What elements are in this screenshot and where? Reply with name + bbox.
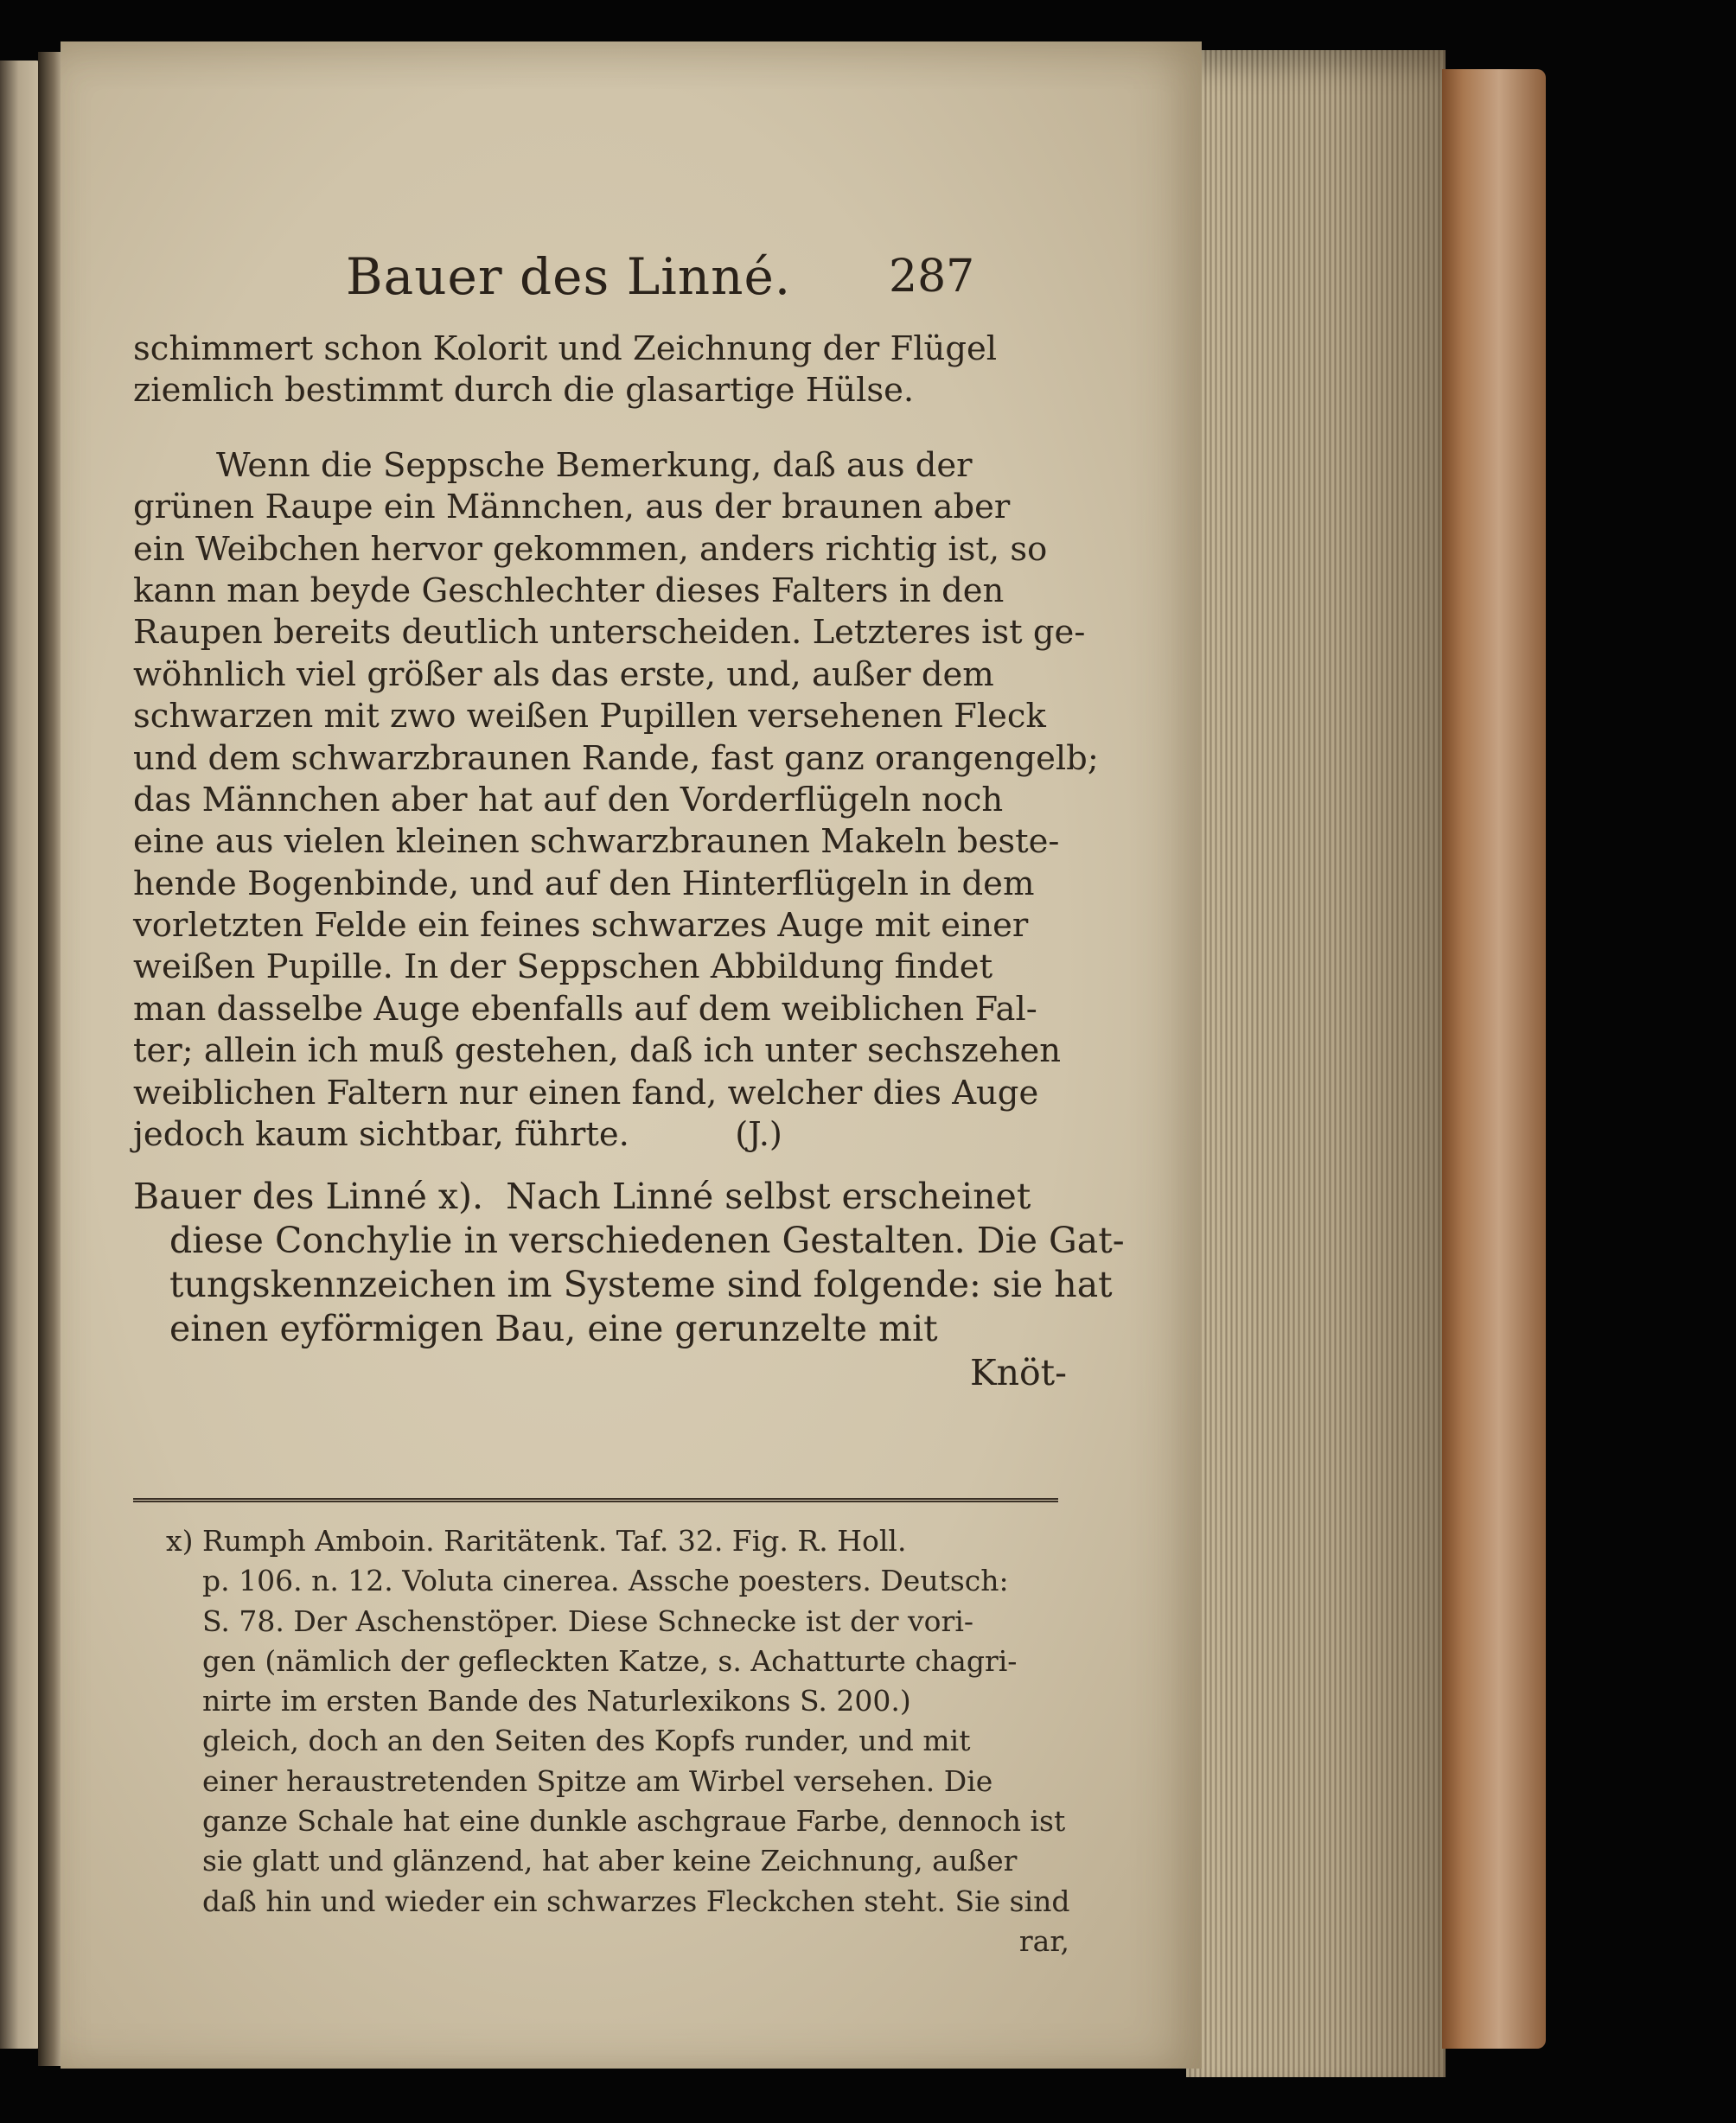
book-cover-edge (1442, 69, 1546, 2049)
text-line: schimmert schon Kolorit und Zeichnung der Flügel (133, 329, 998, 368)
footnote-line: gen (nämlich der gefleckten Katze, s. Achatturte chagri- (202, 1643, 1018, 1678)
paragraph-3 (133, 1175, 1125, 1395)
text-line: schwarzen mit zwo weißen Pupillen versehenen Fleck (133, 697, 1046, 736)
text-line: Bauer des Linné x). Nach Linné selbst erscheinet (133, 1176, 1031, 1218)
footnote-rule (133, 1498, 1058, 1502)
text-line: das Männchen aber hat auf den Vorderflügeln noch (133, 780, 1004, 819)
text-line: jedoch kaum sichtbar, führte. (J.) (133, 1115, 782, 1155)
running-head: Bauer des Linné. (346, 247, 792, 306)
footnote-line: S. 78. Der Aschenstöper. Diese Schnecke ist der vori- (202, 1603, 974, 1638)
paragraph-1 (133, 328, 1067, 412)
left-page-edge (0, 61, 41, 2049)
footnote-line: x) Rumph Amboin. Raritätenk. Taf. 32. Fig. R. Holl. (166, 1524, 907, 1558)
footnote-line: ganze Schale hat eine dunkle aschgraue Farbe, dennoch ist (202, 1804, 1066, 1839)
footnote-line: einer heraustretenden Spitze am Wirbel versehen. Die (202, 1763, 993, 1798)
text-line: ziemlich bestimmt durch die glasartige Hülse. (133, 371, 915, 411)
footnote-line: p. 106. n. 12. Voluta cinerea. Assche poesters. Deutsch: (202, 1564, 1009, 1598)
text-line: diese Conchylie in verschiedenen Gestalten. Die Gat- (169, 1220, 1125, 1262)
text-line: wöhnlich viel größer als das erste, und, außer dem (133, 654, 994, 694)
text-line: man dasselbe Auge ebenfalls auf dem weiblichen Fal- (133, 989, 1037, 1029)
footnote-line: gleich, doch an den Seiten des Kopfs runder, und mit (202, 1724, 971, 1758)
text-line: weißen Pupille. In der Seppschen Abbildung findet (133, 947, 993, 987)
text-line: ein Weibchen hervor gekommen, anders richtig ist, so (133, 529, 1048, 569)
text-line: einen eyförmigen Bau, eine gerunzelte mit (169, 1308, 938, 1350)
footnote-line: nirte im ersten Bande des Naturlexikons S. 200.) (202, 1684, 911, 1718)
page-edges-shadow (1186, 50, 1446, 2077)
paragraph-2 (133, 445, 1099, 1157)
text-line: tungskennzeichen im Systeme sind folgende: sie hat (169, 1264, 1113, 1306)
text-line: hende Bogenbinde, und auf den Hinterflügeln in dem (133, 864, 1035, 903)
footnote (166, 1521, 1069, 1961)
page (61, 41, 1202, 2069)
text-line: grünen Raupe ein Männchen, aus der braunen aber (133, 488, 1011, 527)
page-number: 287 (889, 251, 975, 303)
text-line: Raupen bereits deutlich unterscheiden. Letzteres ist ge- (133, 613, 1086, 653)
text-line: ter; allein ich muß gestehen, daß ich unter sechszehen (133, 1031, 1062, 1071)
text-line: Wenn die Seppsche Bemerkung, daß aus der (216, 445, 973, 485)
text-line: und dem schwarzbraunen Rande, fast ganz orangengelb; (133, 738, 1099, 778)
text-line: weiblichen Faltern nur einen fand, welcher dies Auge (133, 1073, 1039, 1113)
text-line: vorletzten Felde ein feines schwarzes Auge mit einer (133, 906, 1029, 946)
footnote-line: sie glatt und glänzend, hat aber keine Zeichnung, außer (202, 1844, 1018, 1878)
body-text (133, 328, 1125, 1395)
footnote-line: daß hin und wieder ein schwarzes Fleckchen steht. Sie sind (202, 1884, 1070, 1918)
text-line: kann man beyde Geschlechter dieses Falters in den (133, 571, 1005, 610)
text-line: eine aus vielen kleinen schwarzbraunen Makeln beste- (133, 822, 1060, 862)
catchword: Knöt- (969, 1352, 1067, 1394)
footnote-catchword: rar, (1018, 1923, 1069, 1958)
